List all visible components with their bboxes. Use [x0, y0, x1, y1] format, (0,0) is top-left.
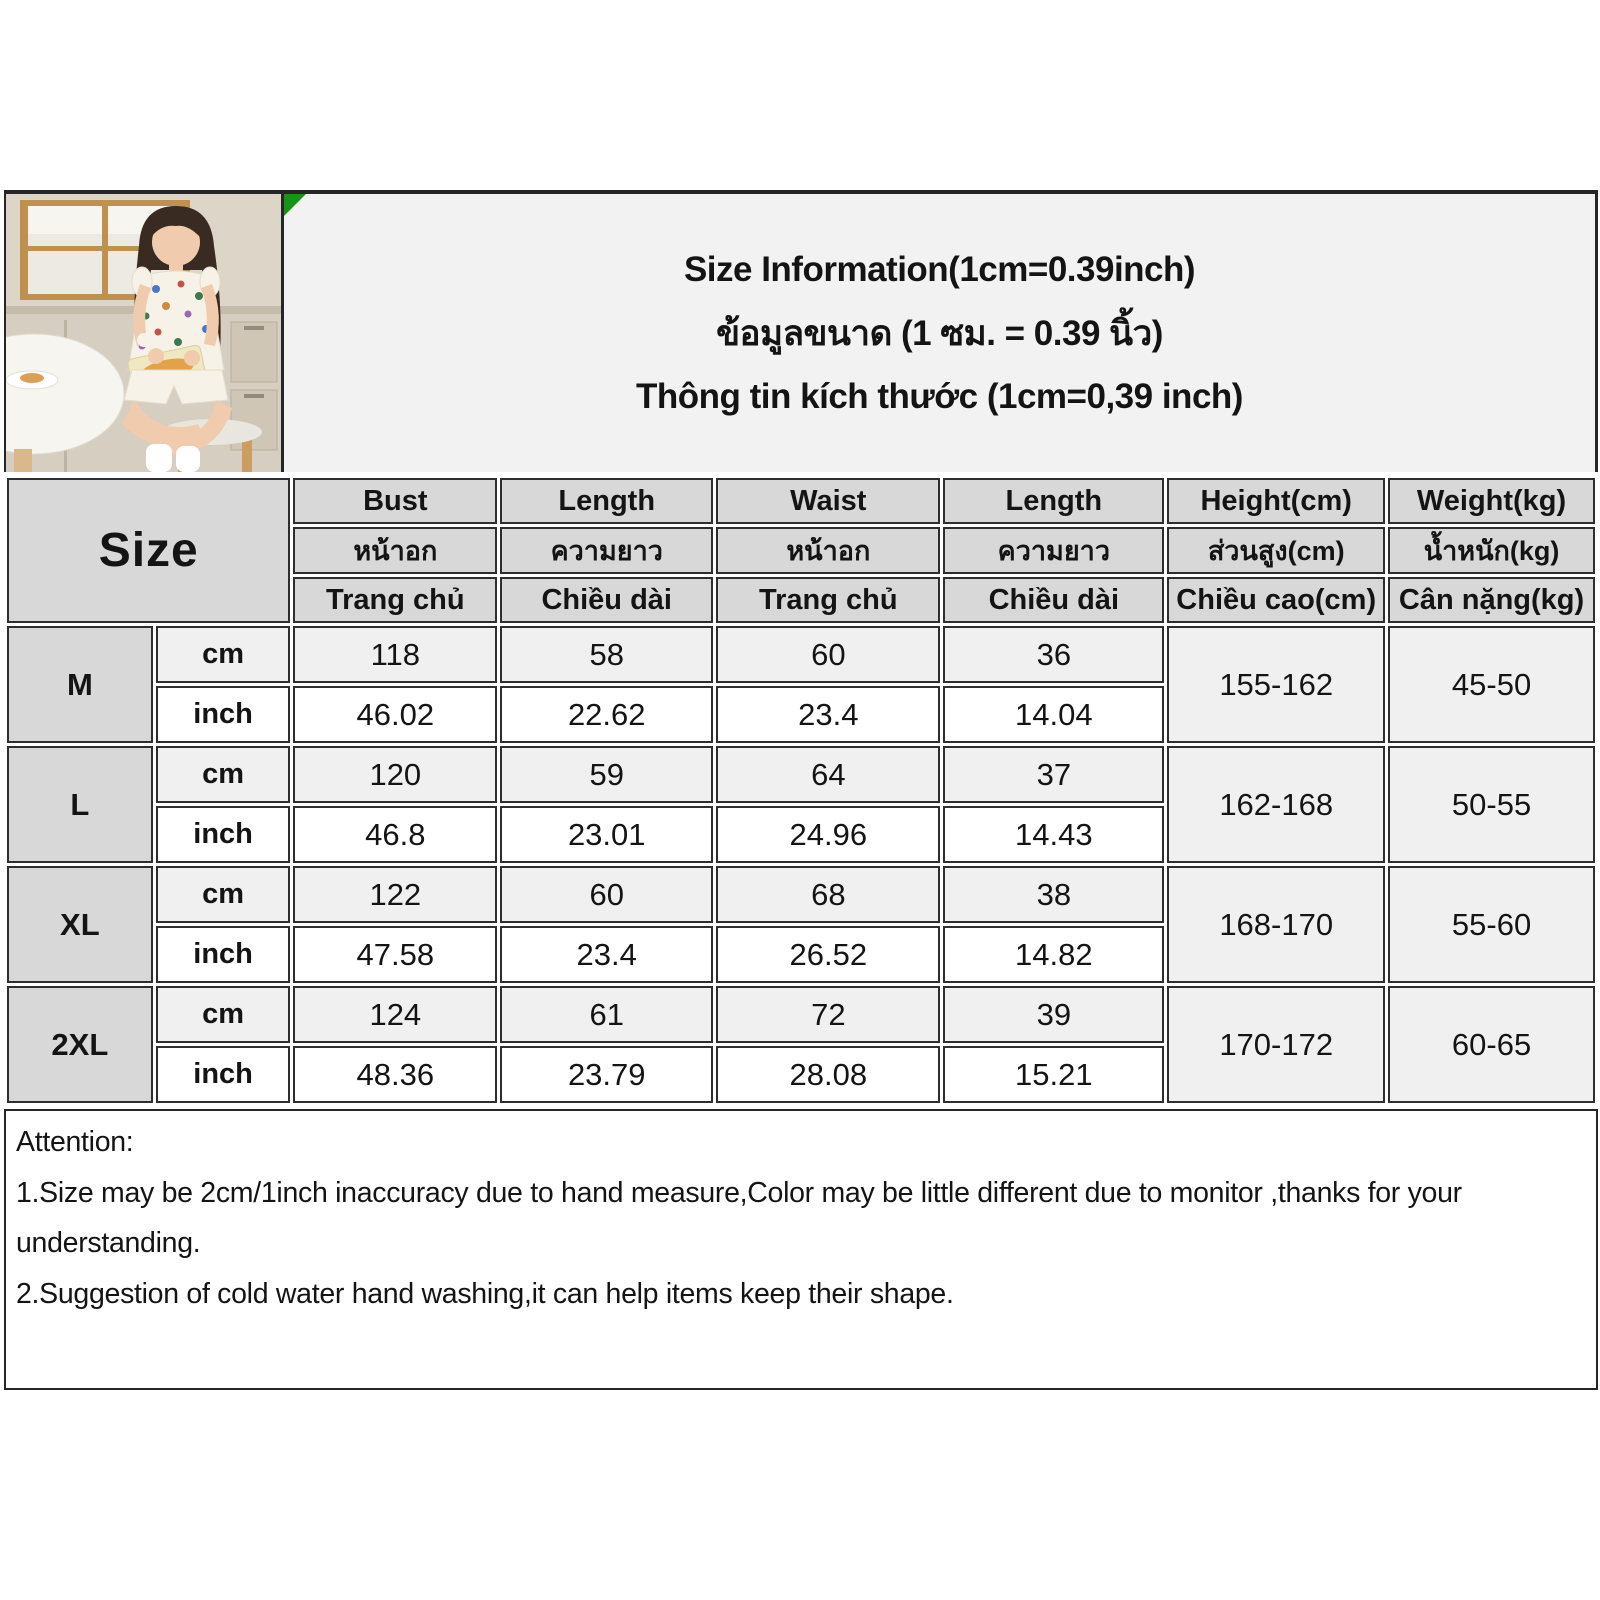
unit-inch: inch	[156, 686, 291, 743]
size-l-label: L	[7, 746, 153, 863]
title-english: Size Information(1cm=0.39inch)	[683, 249, 1196, 289]
xl-bust-inch: 47.58	[293, 926, 497, 983]
product-photo-illustration	[6, 194, 281, 472]
m-weight-range: 45-50	[1388, 626, 1595, 743]
product-photo	[4, 194, 281, 472]
2xl-waist-inch: 28.08	[716, 1046, 940, 1103]
xl-weight-range: 55-60	[1388, 866, 1595, 983]
col-header-length2-vi: Chiều dài	[943, 577, 1164, 623]
unit-cm: cm	[156, 986, 291, 1043]
col-header-bust-vi: Trang chủ	[293, 577, 497, 623]
xl-length2-cm: 38	[943, 866, 1164, 923]
l-length1-inch: 23.01	[500, 806, 713, 863]
col-header-bust-th: หน้าอก	[293, 527, 497, 574]
l-length1-cm: 59	[500, 746, 713, 803]
col-header-length1-th: ความยาว	[500, 527, 713, 574]
unit-inch: inch	[156, 806, 291, 863]
top-band	[4, 190, 1598, 472]
m-waist-inch: 23.4	[716, 686, 940, 743]
l-bust-cm: 120	[293, 746, 497, 803]
unit-inch: inch	[156, 926, 291, 983]
col-header-weight-vi: Cân nặng(kg)	[1388, 577, 1595, 623]
2xl-length1-cm: 61	[500, 986, 713, 1043]
col-header-waist-vi: Trang chủ	[716, 577, 940, 623]
col-header-weight-th: น้ำหนัก(kg)	[1388, 527, 1595, 574]
l-length2-inch: 14.43	[943, 806, 1164, 863]
row-l-cm	[7, 746, 1595, 803]
attention-note-2: 2.Suggestion of cold water hand washing,it can help items keep their shape.	[16, 1278, 954, 1311]
attention-notes	[4, 1109, 1598, 1390]
xl-length1-inch: 23.4	[500, 926, 713, 983]
col-header-height-th: ส่วนสูง(cm)	[1167, 527, 1385, 574]
size-table	[4, 475, 1598, 1106]
col-header-bust-en: Bust	[293, 478, 497, 524]
title-vietnamese: Thông tin kích thước (1cm=0,39 inch)	[636, 376, 1243, 416]
2xl-length1-inch: 23.79	[500, 1046, 713, 1103]
unit-cm: cm	[156, 866, 291, 923]
m-waist-cm: 60	[716, 626, 940, 683]
row-2xl-cm	[7, 986, 1595, 1043]
2xl-weight-range: 60-65	[1388, 986, 1595, 1103]
header-row-english	[7, 478, 1595, 524]
xl-height-range: 168-170	[1167, 866, 1385, 983]
row-xl-cm	[7, 866, 1595, 923]
2xl-waist-cm: 72	[716, 986, 940, 1043]
attention-note-1: 1.Size may be 2cm/1inch inaccuracy due to hand measure,Color may be little different due to monitor ,thanks for your understanding.	[16, 1176, 1462, 1260]
2xl-length2-inch: 15.21	[943, 1046, 1164, 1103]
m-length2-inch: 14.04	[943, 686, 1164, 743]
unit-cm: cm	[156, 626, 291, 683]
l-length2-cm: 37	[943, 746, 1164, 803]
m-length1-inch: 22.62	[500, 686, 713, 743]
l-waist-cm: 64	[716, 746, 940, 803]
2xl-bust-cm: 124	[293, 986, 497, 1043]
col-header-length2-th: ความยาว	[943, 527, 1164, 574]
size-chart-content	[4, 190, 1598, 1390]
xl-waist-inch: 26.52	[716, 926, 940, 983]
m-bust-cm: 118	[293, 626, 497, 683]
col-header-height-vi: Chiều cao(cm)	[1167, 577, 1385, 623]
col-header-weight-en: Weight(kg)	[1388, 478, 1595, 524]
2xl-height-range: 170-172	[1167, 986, 1385, 1103]
l-height-range: 162-168	[1167, 746, 1385, 863]
size-xl-label: XL	[7, 866, 153, 983]
col-header-length1-vi: Chiều dài	[500, 577, 713, 623]
green-corner-marker	[284, 194, 306, 216]
m-bust-inch: 46.02	[293, 686, 497, 743]
2xl-bust-inch: 48.36	[293, 1046, 497, 1103]
xl-waist-cm: 68	[716, 866, 940, 923]
xl-length1-cm: 60	[500, 866, 713, 923]
title-thai: ข้อมูลขนาด (1 ซม. = 0.39 นิ้ว)	[716, 313, 1163, 353]
size-info-header	[281, 194, 1598, 472]
m-length1-cm: 58	[500, 626, 713, 683]
unit-cm: cm	[156, 746, 291, 803]
l-weight-range: 50-55	[1388, 746, 1595, 863]
l-bust-inch: 46.8	[293, 806, 497, 863]
l-waist-inch: 24.96	[716, 806, 940, 863]
col-header-waist-th: หน้าอก	[716, 527, 940, 574]
size-header-cell: Size	[7, 478, 290, 623]
row-m-cm	[7, 626, 1595, 683]
unit-inch: inch	[156, 1046, 291, 1103]
size-2xl-label: 2XL	[7, 986, 153, 1103]
col-header-length1-en: Length	[500, 478, 713, 524]
m-length2-cm: 36	[943, 626, 1164, 683]
col-header-height-en: Height(cm)	[1167, 478, 1385, 524]
attention-heading: Attention:	[16, 1126, 134, 1158]
col-header-waist-en: Waist	[716, 478, 940, 524]
size-m-label: M	[7, 626, 153, 743]
col-header-length2-en: Length	[943, 478, 1164, 524]
xl-length2-inch: 14.82	[943, 926, 1164, 983]
m-height-range: 155-162	[1167, 626, 1385, 743]
xl-bust-cm: 122	[293, 866, 497, 923]
2xl-length2-cm: 39	[943, 986, 1164, 1043]
